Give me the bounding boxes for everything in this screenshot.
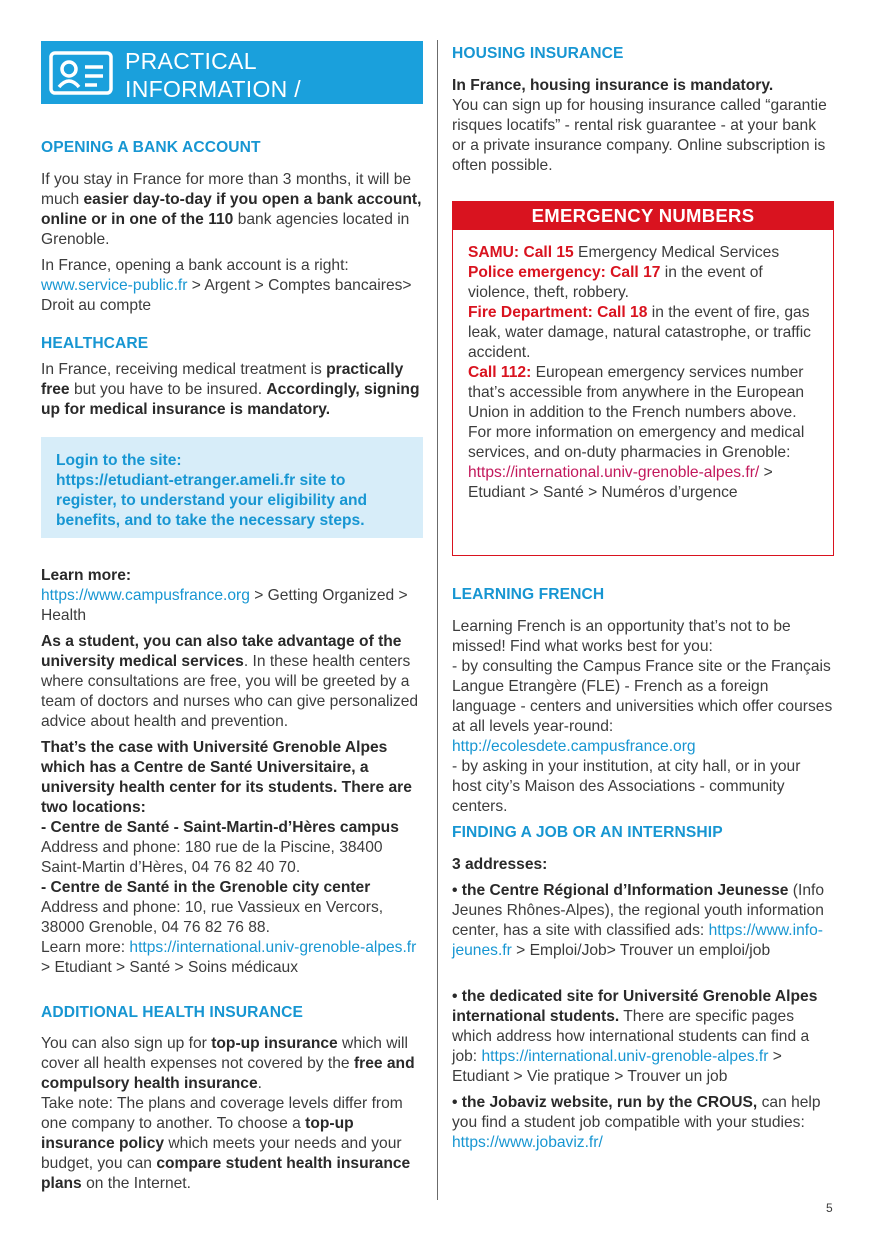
- additional-insurance-text: You can also sign up for top-up insurance which will cover all health expenses not covered by the free and compulsory health insurance. Take note: The plans and coverage levels differ from one company to another. To choose a top-up insurance policy which meets your needs and your budget, you can compare student health insurance plans on the Internet.: [41, 1035, 415, 1192]
- university-medical-services: As a student, you can also take advantage of the university medical services. In these health centers where consultations are free, you will be greeted by a team of doctors and nurses who can give personalized advice about health and prevention.: [41, 633, 419, 730]
- emergency-box: SAMU: Call 15 Emergency Medical Services Police emergency: Call 17 in the event of violence, theft, robbery. Fire Department: Call 18 in the event of fire, gas leak, water damage, natural catastrophe, or traffic accident. Call 112: European emergency services number that’s accessible from anywhere in the European Union in addition to the French numbers above. For more information on emergency and medical services, and on-duty pharmacies in Grenoble: https://international.univ-grenoble-alpes.fr/ > Etudiant > Santé > Numéros d’urgence: [452, 229, 834, 556]
- housing-heading: HOUSING INSURANCE: [452, 45, 624, 62]
- eu-emergency-label: Call 112:: [468, 364, 532, 381]
- job-address-1: • the Centre Régional d’Information Jeunesse (Info Jeunes Rhônes-Alpes), the regional youth information center, has a site with classified ads: https://www.info-jeunes.fr > Emploi/Job> Trouver un emploi/job: [452, 882, 825, 959]
- additional-insurance-heading: ADDITIONAL HEALTH INSURANCE: [41, 1004, 304, 1021]
- uga-job-link[interactable]: https://international.univ-grenoble-alpes.fr: [481, 1048, 769, 1065]
- campusfrance-link[interactable]: https://www.campusfrance.org: [41, 587, 250, 604]
- ecolesdete-link[interactable]: http://ecolesdete.campusfrance.org: [452, 738, 696, 755]
- page-number: 5: [826, 1201, 833, 1215]
- section-banner: [41, 41, 423, 104]
- job-heading: FINDING A JOB OR AN INTERNSHIP: [452, 824, 723, 841]
- page-title: PRACTICAL INFORMATION /: [125, 48, 301, 102]
- job-address-3: • the Jobaviz website, run by the CROUS, can help you find a student job compatible with your studies: https://www.jobaviz.fr/: [452, 1094, 821, 1151]
- fire-label: Fire Department: Call 18: [468, 304, 648, 321]
- job-count: 3 addresses:: [452, 856, 548, 873]
- police-label: Police emergency: Call 17: [468, 264, 661, 281]
- housing-text: In France, housing insurance is mandatory. You can sign up for housing insurance called “garantie risques locatifs” - rental risk guarantee - at your bank or a private insurance company. Online subscription is often possible.: [452, 77, 827, 174]
- health-center-locations: That’s the case with Université Grenoble Alpes which has a Centre de Santé Universitaire, a university health center for its students. There are two locations: - Centre de Santé - Saint-Martin-d’Hères campus Address and phone: 180 rue de la Piscine, 38400 Saint-Martin d’Hères, 04 76 82 40 70. - Centre de Santé in the Grenoble city center Address and phone: 10, rue Vassieux en Vercors, 38000 Grenoble, 04 76 82 76 88. Learn more: https://international.univ-grenoble-alpes.fr > Etudiant > Santé > Soins médicaux: [41, 739, 417, 976]
- login-callout: Login to the site: https://etudiant-etranger.ameli.fr site to register, to understand your eligibility and benefits, and to take the necessary steps.: [41, 437, 423, 538]
- bank-paragraph-1: If you stay in France for more than 3 months, it will be much easier day-to-day if you open a bank account, online or in one of the 110 bank agencies located in Grenoble.: [41, 171, 422, 248]
- samu-label: SAMU: Call 15: [468, 244, 574, 261]
- emergency-heading: EMERGENCY NUMBERS: [452, 201, 834, 230]
- id-card-icon: [49, 49, 115, 97]
- job-address-2: • the dedicated site for Université Grenoble Alpes international students. There are specific pages which address how international students can find a job: https://international.univ-grenoble-alpes.fr > Etudiant > Vie pratique > Trouver un job: [452, 988, 818, 1085]
- french-text: Learning French is an opportunity that’s not to be missed! Find what works best for you: - by consulting the Campus France site or the Français Langue Etrangère (FLE) - French as a foreign language - centers and universities which offer courses at all levels year-round: http://ecolesdete.campusfrance.org - by asking in your institution, at city hall, or in your host city’s Maison des Associations - community centers.: [452, 618, 833, 815]
- bank-paragraph-2: In France, opening a bank account is a right: www.service-public.fr > Argent > Comptes bancaires> Droit au compte: [41, 257, 412, 314]
- ameli-link[interactable]: https://etudiant-etranger.ameli.fr: [56, 472, 296, 489]
- jobaviz-link[interactable]: https://www.jobaviz.fr/: [452, 1134, 603, 1151]
- uga-emergency-link[interactable]: https://international.univ-grenoble-alpes.fr/: [468, 464, 760, 481]
- healthcare-heading: HEALTHCARE: [41, 335, 149, 352]
- info-jeunes-link[interactable]: https://www.info-jeunes.fr: [452, 922, 823, 959]
- healthcare-paragraph-1: In France, receiving medical treatment is practically free but you have to be insured. Accordingly, signing up for medical insurance is mandatory.: [41, 361, 420, 418]
- french-heading: LEARNING FRENCH: [452, 586, 605, 603]
- bank-heading: OPENING A BANK ACCOUNT: [41, 139, 261, 156]
- uga-health-link[interactable]: https://international.univ-grenoble-alpes.fr: [129, 939, 417, 956]
- service-public-link[interactable]: www.service-public.fr: [41, 277, 188, 294]
- learn-more-campusfrance: Learn more: https://www.campusfrance.org > Getting Organized > Health: [41, 567, 408, 624]
- column-divider: [437, 40, 438, 1200]
